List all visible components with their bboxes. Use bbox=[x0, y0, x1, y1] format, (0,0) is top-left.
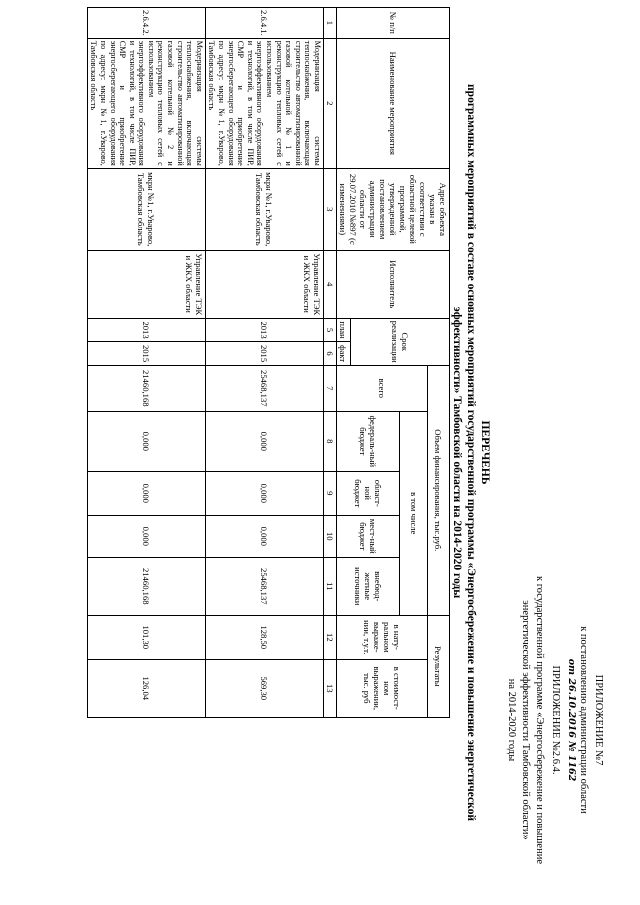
col-number: 13 bbox=[324, 659, 337, 717]
table-row bbox=[205, 8, 323, 718]
header-res-cost: в стоимост-ном выражении, тыс. руб bbox=[337, 659, 428, 717]
measures-table bbox=[87, 7, 450, 718]
col-number: 11 bbox=[324, 557, 337, 615]
header-extra: внебюд-жетные источники bbox=[337, 557, 401, 615]
program-reference-line2: энергетической эффективности Тамбовской области» bbox=[520, 600, 531, 840]
document-subtitle-line2: эффективности» Тамбовской области на 2014-2020 годы bbox=[451, 306, 463, 599]
row-federal: 0,000 bbox=[205, 411, 323, 471]
row-executor: Управление ТЭК и ЖКХ области bbox=[87, 250, 205, 318]
decree-handwritten-date: от 26.10.2016 № 1162 bbox=[566, 658, 577, 782]
row-regional: 0,000 bbox=[87, 471, 205, 515]
document-title: ПЕРЕЧЕНЬ bbox=[479, 420, 491, 485]
row-address: мкрн №1, г.Уварово, Тамбовская область bbox=[205, 168, 323, 250]
program-reference-line3: на 2014-2020 годы bbox=[506, 678, 517, 762]
row-regional: 0,000 bbox=[205, 471, 323, 515]
header-address: Адрес объекта указан в соответствии с областной целевой программой, утвержденной постановлением администрации области от 29.07.2010 №897 (с изменениями) bbox=[337, 168, 450, 250]
col-number: 5 bbox=[324, 318, 337, 342]
header-including: в том числе bbox=[400, 411, 428, 615]
row-total: 25468,137 bbox=[205, 365, 323, 411]
row-extra: 25468,137 bbox=[205, 557, 323, 615]
header-executor: Исполнитель bbox=[337, 250, 450, 318]
header-results: Результаты bbox=[428, 615, 450, 717]
col-number: 4 bbox=[324, 250, 337, 318]
col-number: 10 bbox=[324, 515, 337, 557]
row-res-cost: 126,04 bbox=[87, 659, 205, 717]
header-plan: план bbox=[337, 318, 351, 342]
row-local: 0,000 bbox=[87, 515, 205, 557]
header-num: № п/п bbox=[337, 8, 450, 39]
header-period: Срок реализации bbox=[351, 318, 450, 365]
col-number: 12 bbox=[324, 615, 337, 659]
row-executor: Управление ТЭК и ЖКХ области bbox=[205, 250, 323, 318]
row-plan: 2013 bbox=[87, 318, 205, 342]
row-fact: 2015 bbox=[87, 342, 205, 365]
row-name: Модернизация системы теплоснабжения, включающая строительство автоматизированной газовой котельной №1 и реконструкцию тепловых сетей с использованием энергоэффективного оборудования и технологий, в том числе ПИР, СМР и приобретение энергосберегающего оборудования по адресу: мкрн №1, г.Уварово, Тамбовская область bbox=[205, 38, 323, 168]
col-number: 3 bbox=[324, 168, 337, 250]
header-local: мест-ный бюджет bbox=[337, 515, 401, 557]
decree-reference: к постановлению администрации области bbox=[578, 626, 589, 814]
row-res-cost: 569,30 bbox=[205, 659, 323, 717]
appendix-label: ПРИЛОЖЕНИЕ №7 bbox=[593, 674, 604, 766]
row-num: 2.6.4.2. bbox=[87, 8, 205, 39]
header-fact: факт bbox=[337, 342, 351, 365]
row-name: Модернизация системы теплоснабжения, включающая строительство автоматизированной газовой котельной №2 и реконструкцию тепловых сетей с использованием энергоэффективного оборудования и технологий, в том числе ПИР, СМР и приобретение энергосберегающего оборудования по адресу: мкрн №1, г.Уварово, Тамбовская область bbox=[87, 38, 205, 168]
header-total: всего bbox=[337, 365, 428, 411]
row-num: 2.6.4.1. bbox=[205, 8, 323, 39]
col-number: 9 bbox=[324, 471, 337, 515]
program-reference-line1: к государственной программе «Энергосбережение и повышение bbox=[534, 576, 545, 864]
row-plan: 2013 bbox=[205, 318, 323, 342]
col-number: 6 bbox=[324, 342, 337, 365]
row-res-natural: 128,50 bbox=[205, 615, 323, 659]
col-number: 1 bbox=[324, 8, 337, 39]
appendix2-label: ПРИЛОЖЕНИЕ №2.6.4. bbox=[550, 665, 561, 775]
row-fact: 2015 bbox=[205, 342, 323, 365]
col-number: 2 bbox=[324, 38, 337, 168]
col-number: 8 bbox=[324, 411, 337, 471]
header-funding: Объем финансирования, тыс.руб. bbox=[428, 365, 450, 615]
row-extra: 21460,168 bbox=[87, 557, 205, 615]
table-row bbox=[87, 8, 205, 718]
row-total: 21460,168 bbox=[87, 365, 205, 411]
document-subtitle-line1: программных мероприятий в составе основных мероприятий государственной программы «Энергосбережение и повышение энергетической bbox=[465, 84, 477, 821]
row-federal: 0,000 bbox=[87, 411, 205, 471]
row-address: мкрн №1, г.Уварово, Тамбовская область bbox=[87, 168, 205, 250]
col-number: 7 bbox=[324, 365, 337, 411]
row-res-natural: 101,30 bbox=[87, 615, 205, 659]
header-regional: област-ной бюджет bbox=[337, 471, 401, 515]
row-local: 0,000 bbox=[205, 515, 323, 557]
header-res-natural: в нату-ральном выраже-нии, т.у.т. bbox=[337, 615, 428, 659]
header-name: Наименование мероприятия bbox=[337, 38, 450, 168]
header-federal: федераль-ный бюджет bbox=[337, 411, 401, 471]
